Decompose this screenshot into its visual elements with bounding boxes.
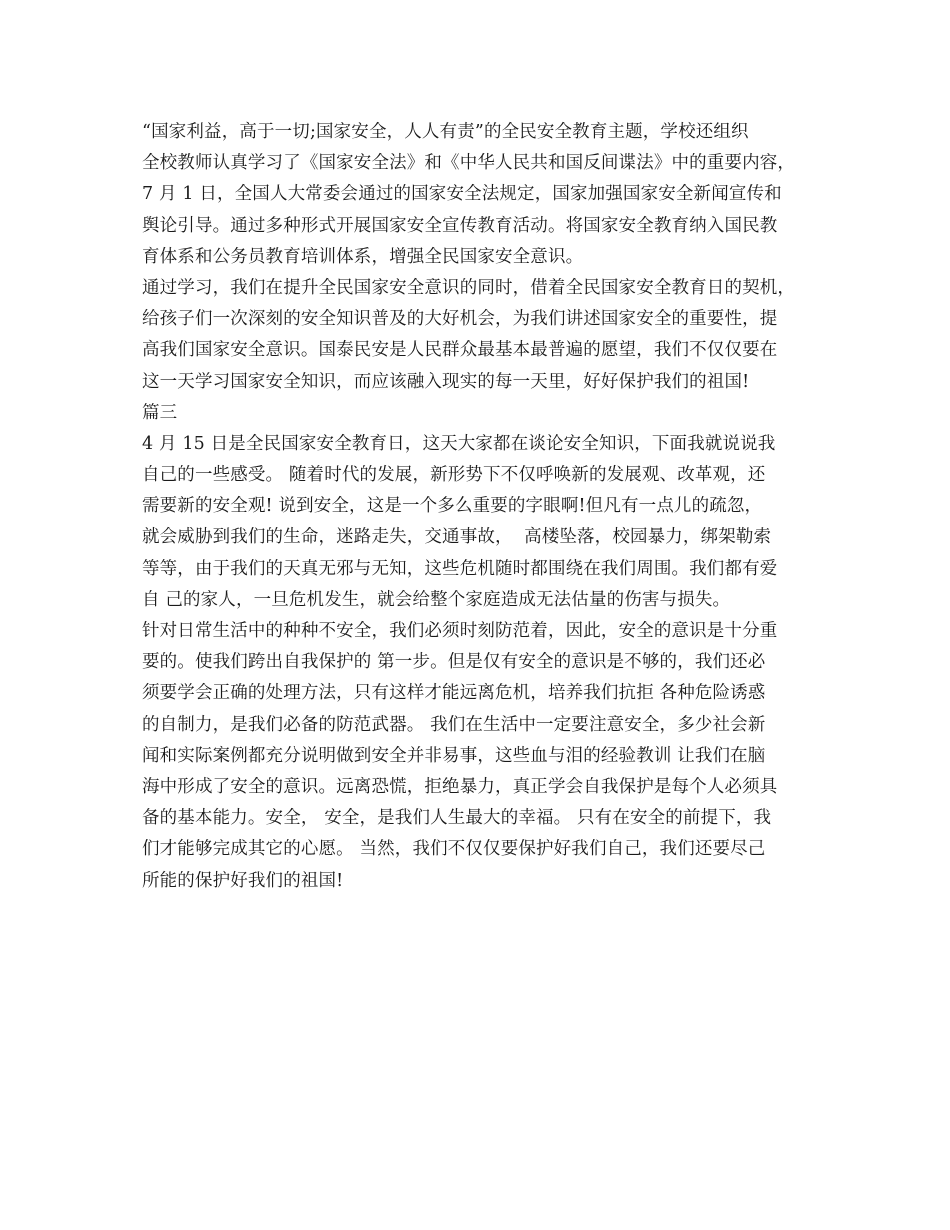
text-line: 自己的一些感受。 随着时代的发展，新形势下不仅呼唤新的发展观、改革观，还: [142, 465, 766, 486]
text-line: 7 月 1 日，全国人大常委会通过的国家安全法规定，国家加强国家安全新闻宣传和: [142, 184, 782, 205]
text-line: 自 己的家人，一旦危机发生，就会给整个家庭造成无法估量的伤害与损失。: [142, 589, 731, 610]
text-line: 要的。使我们跨出自我保护的 第一步。但是仅有安全的意识是不够的，我们还必: [142, 652, 766, 673]
text-line: 的自制力，是我们必备的防范武器。 我们在生活中一定要注意安全，多少社会新: [142, 714, 766, 735]
text-line: 所能的保护好我们的祖国!: [142, 870, 344, 891]
text-line: 须要学会正确的处理方法，只有这样才能远离危机，培养我们抗拒 各种危险诱惑: [142, 683, 766, 704]
text-line: 高我们国家安全意识。国泰民安是人民群众最基本最普遍的愿望，我们不仅仅要在: [142, 340, 778, 361]
text-line: 通过学习，我们在提升全民国家安全意识的同时，借着全民国家安全教育日的契机，: [142, 277, 796, 298]
text-line: 等等，由于我们的天真无邪与无知，这些危机随时都围绕在我们周围。我们都有爱: [142, 558, 778, 579]
text-line: 就会威胁到我们的生命，迷路走失，交通事故， 高楼坠落，校园暴力，绑架勒索: [142, 527, 772, 548]
text-line: 4 月 15 日是全民国家安全教育日，这天大家都在谈论安全知识，下面我就说说我: [142, 433, 776, 454]
text-line: 针对日常生活中的种种不安全，我们必须时刻防范着，因此，安全的意识是十分重: [142, 621, 778, 641]
text-line: 这一天学习国家安全知识，而应该融入现实的每一天里，好好保护我们的祖国!: [142, 371, 750, 392]
document-body: [142, 117, 822, 897]
text-line: 需要新的安全观! 说到安全，这是一个多么重要的字眼啊!但凡有一点儿的疏忽，: [142, 496, 763, 517]
text-line: 备的基本能力。安全， 安全，是我们人生最大的幸福。 只有在安全的前提下，我: [142, 808, 772, 829]
text-line: “国家利益，高于一切;国家安全，人人有责”的全民安全教育主题，学校还组织: [142, 122, 749, 142]
text-line: 闻和实际案例都充分说明做到安全并非易事，这些血与泪的经验教训 让我们在脑: [142, 745, 766, 766]
section-heading: 篇三: [142, 402, 178, 423]
text-line: 们才能够完成其它的心愿。 当然，我们不仅仅要保护好我们自己，我们还要尽己: [142, 839, 766, 860]
text-line: 全校教师认真学习了《国家安全法》和《中华人民共和国反间谍法》中的重要内容，: [142, 153, 796, 174]
text-line: 给孩子们一次深刻的安全知识普及的大好机会，为我们讲述国家安全的重要性，提: [142, 309, 778, 330]
text-line: 舆论引导。通过多种形式开展国家安全宣传教育活动。将国家安全教育纳入国民教: [142, 215, 778, 236]
text-line: 海中形成了安全的意识。远离恐慌，拒绝暴力，真正学会自我保护是每个人必须具: [142, 776, 778, 797]
text-line: 育体系和公务员教育培训体系，增强全民国家安全意识。: [142, 246, 584, 267]
